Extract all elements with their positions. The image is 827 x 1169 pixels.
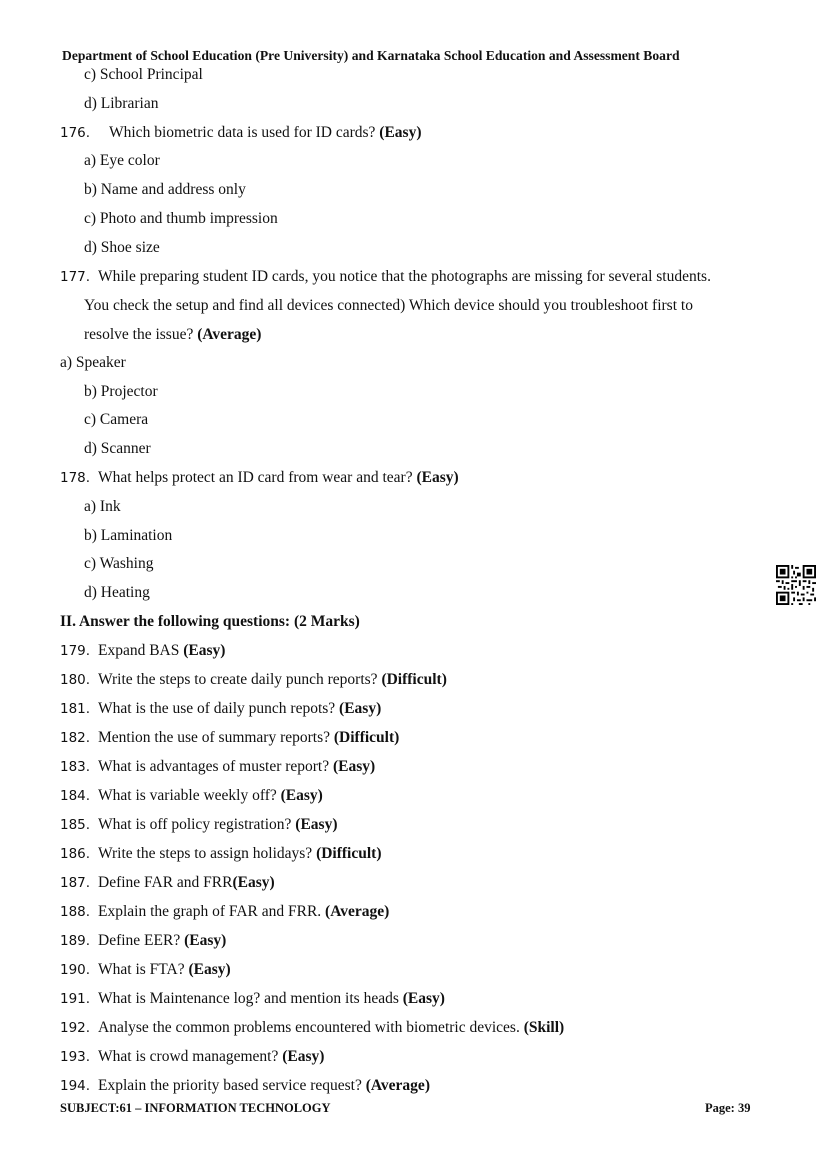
difficulty-label: (Easy) <box>416 469 459 486</box>
question-text: What is FTA? <box>98 961 185 978</box>
difficulty-label: (Difficult) <box>333 729 400 746</box>
option-d: d) Librarian <box>84 95 159 112</box>
question-number: 191. <box>60 991 91 1007</box>
question-text: Explain the priority based service request? <box>98 1077 362 1094</box>
question-text: Mention the use of summary reports? <box>98 729 331 746</box>
question-number: 188. <box>60 904 91 920</box>
question-number: 181. <box>60 701 91 717</box>
question-text: Define EER? <box>98 932 181 949</box>
question-text: What is crowd management? <box>98 1048 279 1065</box>
question-number: 178. <box>60 470 91 486</box>
difficulty-label: (Average) <box>197 326 262 343</box>
question-number: 192. <box>60 1020 91 1036</box>
question-item <box>60 670 447 690</box>
question-number: 179. <box>60 643 91 659</box>
question-item <box>60 873 275 893</box>
difficulty-label: (Difficult) <box>316 845 382 862</box>
difficulty-label: (Easy) <box>402 990 445 1007</box>
question-item <box>60 931 226 951</box>
option-b: b) Projector <box>84 383 158 400</box>
question-text: What is Maintenance log? and mention its heads <box>98 990 399 1007</box>
question-text: What is the use of daily punch repots? <box>98 700 336 717</box>
question-item <box>60 1076 430 1096</box>
question-number: 194. <box>60 1078 91 1094</box>
question-number: 180. <box>60 672 91 688</box>
option-b: b) Lamination <box>84 527 173 544</box>
question-item <box>60 844 381 864</box>
question-text: Define FAR and FRR <box>98 874 233 891</box>
difficulty-label: (Easy) <box>184 932 227 949</box>
document-header: Department of School Education (Pre University) and Karnataka School Education and Assessment Board <box>62 48 680 63</box>
question-number: 185. <box>60 817 91 833</box>
question-number: 193. <box>60 1049 91 1065</box>
question-number: 182. <box>60 730 91 746</box>
question-text: Which biometric data is used for ID cards? <box>109 124 376 141</box>
option-d: d) Heating <box>84 584 150 601</box>
question-text: Write the steps to create daily punch reports? <box>98 671 378 688</box>
difficulty-label: (Easy) <box>295 816 338 833</box>
question-number: 177. <box>60 269 91 285</box>
difficulty-label: (Skill) <box>523 1019 565 1036</box>
option-a: a) Speaker <box>60 354 126 371</box>
question-item <box>60 641 225 661</box>
question-number: 184. <box>60 788 91 804</box>
question-item <box>60 1047 324 1067</box>
option-c: c) School Principal <box>84 66 203 83</box>
page-number: Page: 39 <box>705 1101 751 1115</box>
option-d: d) Shoe size <box>84 239 160 256</box>
difficulty-label: (Easy) <box>280 787 323 804</box>
question-178 <box>60 468 459 488</box>
question-item <box>60 786 323 806</box>
option-d: d) Scanner <box>84 440 151 457</box>
difficulty-label: (Easy) <box>379 124 422 141</box>
question-item <box>60 1018 564 1038</box>
option-c: c) Washing <box>84 555 154 572</box>
qr-code-icon <box>776 565 816 605</box>
question-text: What helps protect an ID card from wear and tear? <box>98 469 413 486</box>
footer-subject: SUBJECT:61 – INFORMATION TECHNOLOGY <box>60 1101 331 1115</box>
difficulty-label: (Easy) <box>282 1048 325 1065</box>
difficulty-label: (Average) <box>365 1077 430 1094</box>
difficulty-label: (Easy) <box>188 961 231 978</box>
difficulty-label: (Average) <box>325 903 390 920</box>
option-a: a) Eye color <box>84 152 160 169</box>
option-c: c) Camera <box>84 411 149 428</box>
question-text: What is off policy registration? <box>98 816 292 833</box>
question-176 <box>60 123 422 143</box>
option-c: c) Photo and thumb impression <box>84 210 278 227</box>
question-number: 183. <box>60 759 91 775</box>
question-177 <box>60 267 711 287</box>
question-text: resolve the issue? <box>84 326 194 343</box>
question-item <box>60 757 375 777</box>
difficulty-label: (Difficult) <box>381 671 447 688</box>
question-number: 189. <box>60 933 91 949</box>
question-text: What is variable weekly off? <box>98 787 277 804</box>
question-item <box>60 728 399 748</box>
question-item <box>60 815 338 835</box>
question-text-line2: You check the setup and find all devices connected) Which device should you troubleshoot first to <box>84 297 693 314</box>
question-item <box>60 699 381 719</box>
difficulty-label: (Easy) <box>339 700 382 717</box>
difficulty-label: (Easy) <box>333 758 376 775</box>
section-heading: II. Answer the following questions: (2 Marks) <box>60 613 360 630</box>
question-number: 190. <box>60 962 91 978</box>
option-b: b) Name and address only <box>84 181 246 198</box>
difficulty-label: (Easy) <box>232 874 275 891</box>
question-text: Write the steps to assign holidays? <box>98 845 313 862</box>
question-item <box>60 960 231 980</box>
question-item <box>60 902 389 922</box>
question-number: 186. <box>60 846 91 862</box>
option-a: a) Ink <box>84 498 121 515</box>
question-text: Expand BAS <box>98 642 180 659</box>
question-number: 176. <box>60 125 91 141</box>
question-text-line1: While preparing student ID cards, you notice that the photographs are missing for several students. <box>98 268 711 285</box>
question-text: Explain the graph of FAR and FRR. <box>98 903 322 920</box>
question-number: 187. <box>60 875 91 891</box>
question-text-line3 <box>84 325 261 345</box>
question-text: What is advantages of muster report? <box>98 758 330 775</box>
question-text: Analyse the common problems encountered with biometric devices. <box>98 1019 520 1036</box>
difficulty-label: (Easy) <box>183 642 226 659</box>
question-item <box>60 989 445 1009</box>
